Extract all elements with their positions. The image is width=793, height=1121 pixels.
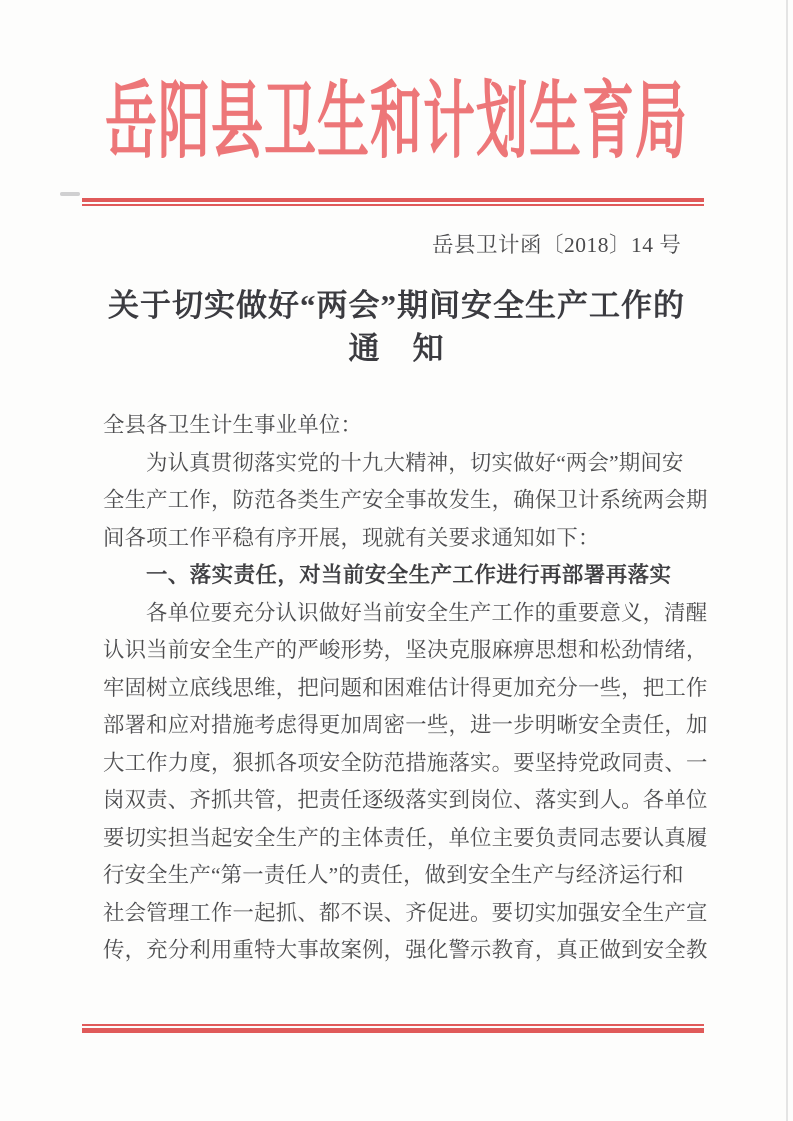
body-line: 间各项工作平稳有序开展，现就有关要求通知如下： xyxy=(103,525,600,550)
footer-rule-thin xyxy=(82,1024,704,1026)
doc-number: 岳县卫计函〔2018〕14 号 xyxy=(432,233,682,257)
footer-rule-thick xyxy=(82,1028,704,1033)
body-line: 行安全生产“第一责任人”的责任，做到安全生产与经济运行和 xyxy=(103,863,684,887)
scan-edge-line xyxy=(786,0,788,1121)
header-rule xyxy=(82,198,704,206)
salutation: 全县各卫生计生事业单位： xyxy=(103,413,363,437)
document-title xyxy=(0,284,793,370)
body-line: 传，充分利用重特大事故案例，强化警示教育，真正做到安全教 xyxy=(103,938,708,962)
header-rule-thin xyxy=(82,204,704,206)
scan-smudge xyxy=(60,192,80,196)
body-line: 为认真贯彻落实党的十九大精神，切实做好“两会”期间安 xyxy=(146,450,684,475)
document-body xyxy=(103,407,707,970)
header-rule-thick xyxy=(82,198,704,202)
title-line-2: 通 知 xyxy=(348,331,445,366)
body-line: 全生产工作，防范各类生产安全事故发生，确保卫计系统两会期 xyxy=(103,488,708,512)
section-heading: 一、落实责任，对当前安全生产工作进行再部署再落实 xyxy=(146,563,672,587)
body-line: 牢固树立底线思维，把问题和困难估计得更加充分一些，把工作 xyxy=(103,675,708,700)
body-line: 各单位要充分认识做好当前安全生产工作的重要意义，清醒 xyxy=(146,600,708,625)
body-line: 要切实担当起安全生产的主体责任，单位主要负责同志要认真履 xyxy=(103,825,708,850)
footer-rule xyxy=(82,1024,704,1033)
body-line: 社会管理工作一起抓、都不误、齐促进。要切实加强安全生产宣 xyxy=(103,900,708,925)
agency-masthead: 岳阳县卫生和计划生育局 xyxy=(104,77,688,170)
title-line-1: 关于切实做好“两会”期间安全生产工作的 xyxy=(108,288,685,323)
body-line: 大工作力度，狠抓各项安全防范措施落实。要坚持党政同责、一 xyxy=(103,750,708,775)
body-line: 部署和应对措施考虑得更加周密一些，进一步明晰安全责任，加 xyxy=(103,713,708,737)
body-line: 岗双责、齐抓共管，把责任逐级落实到岗位、落实到人。各单位 xyxy=(103,788,708,812)
body-line: 认识当前安全生产的严峻形势，坚决克服麻痹思想和松劲情绪， xyxy=(103,638,708,662)
